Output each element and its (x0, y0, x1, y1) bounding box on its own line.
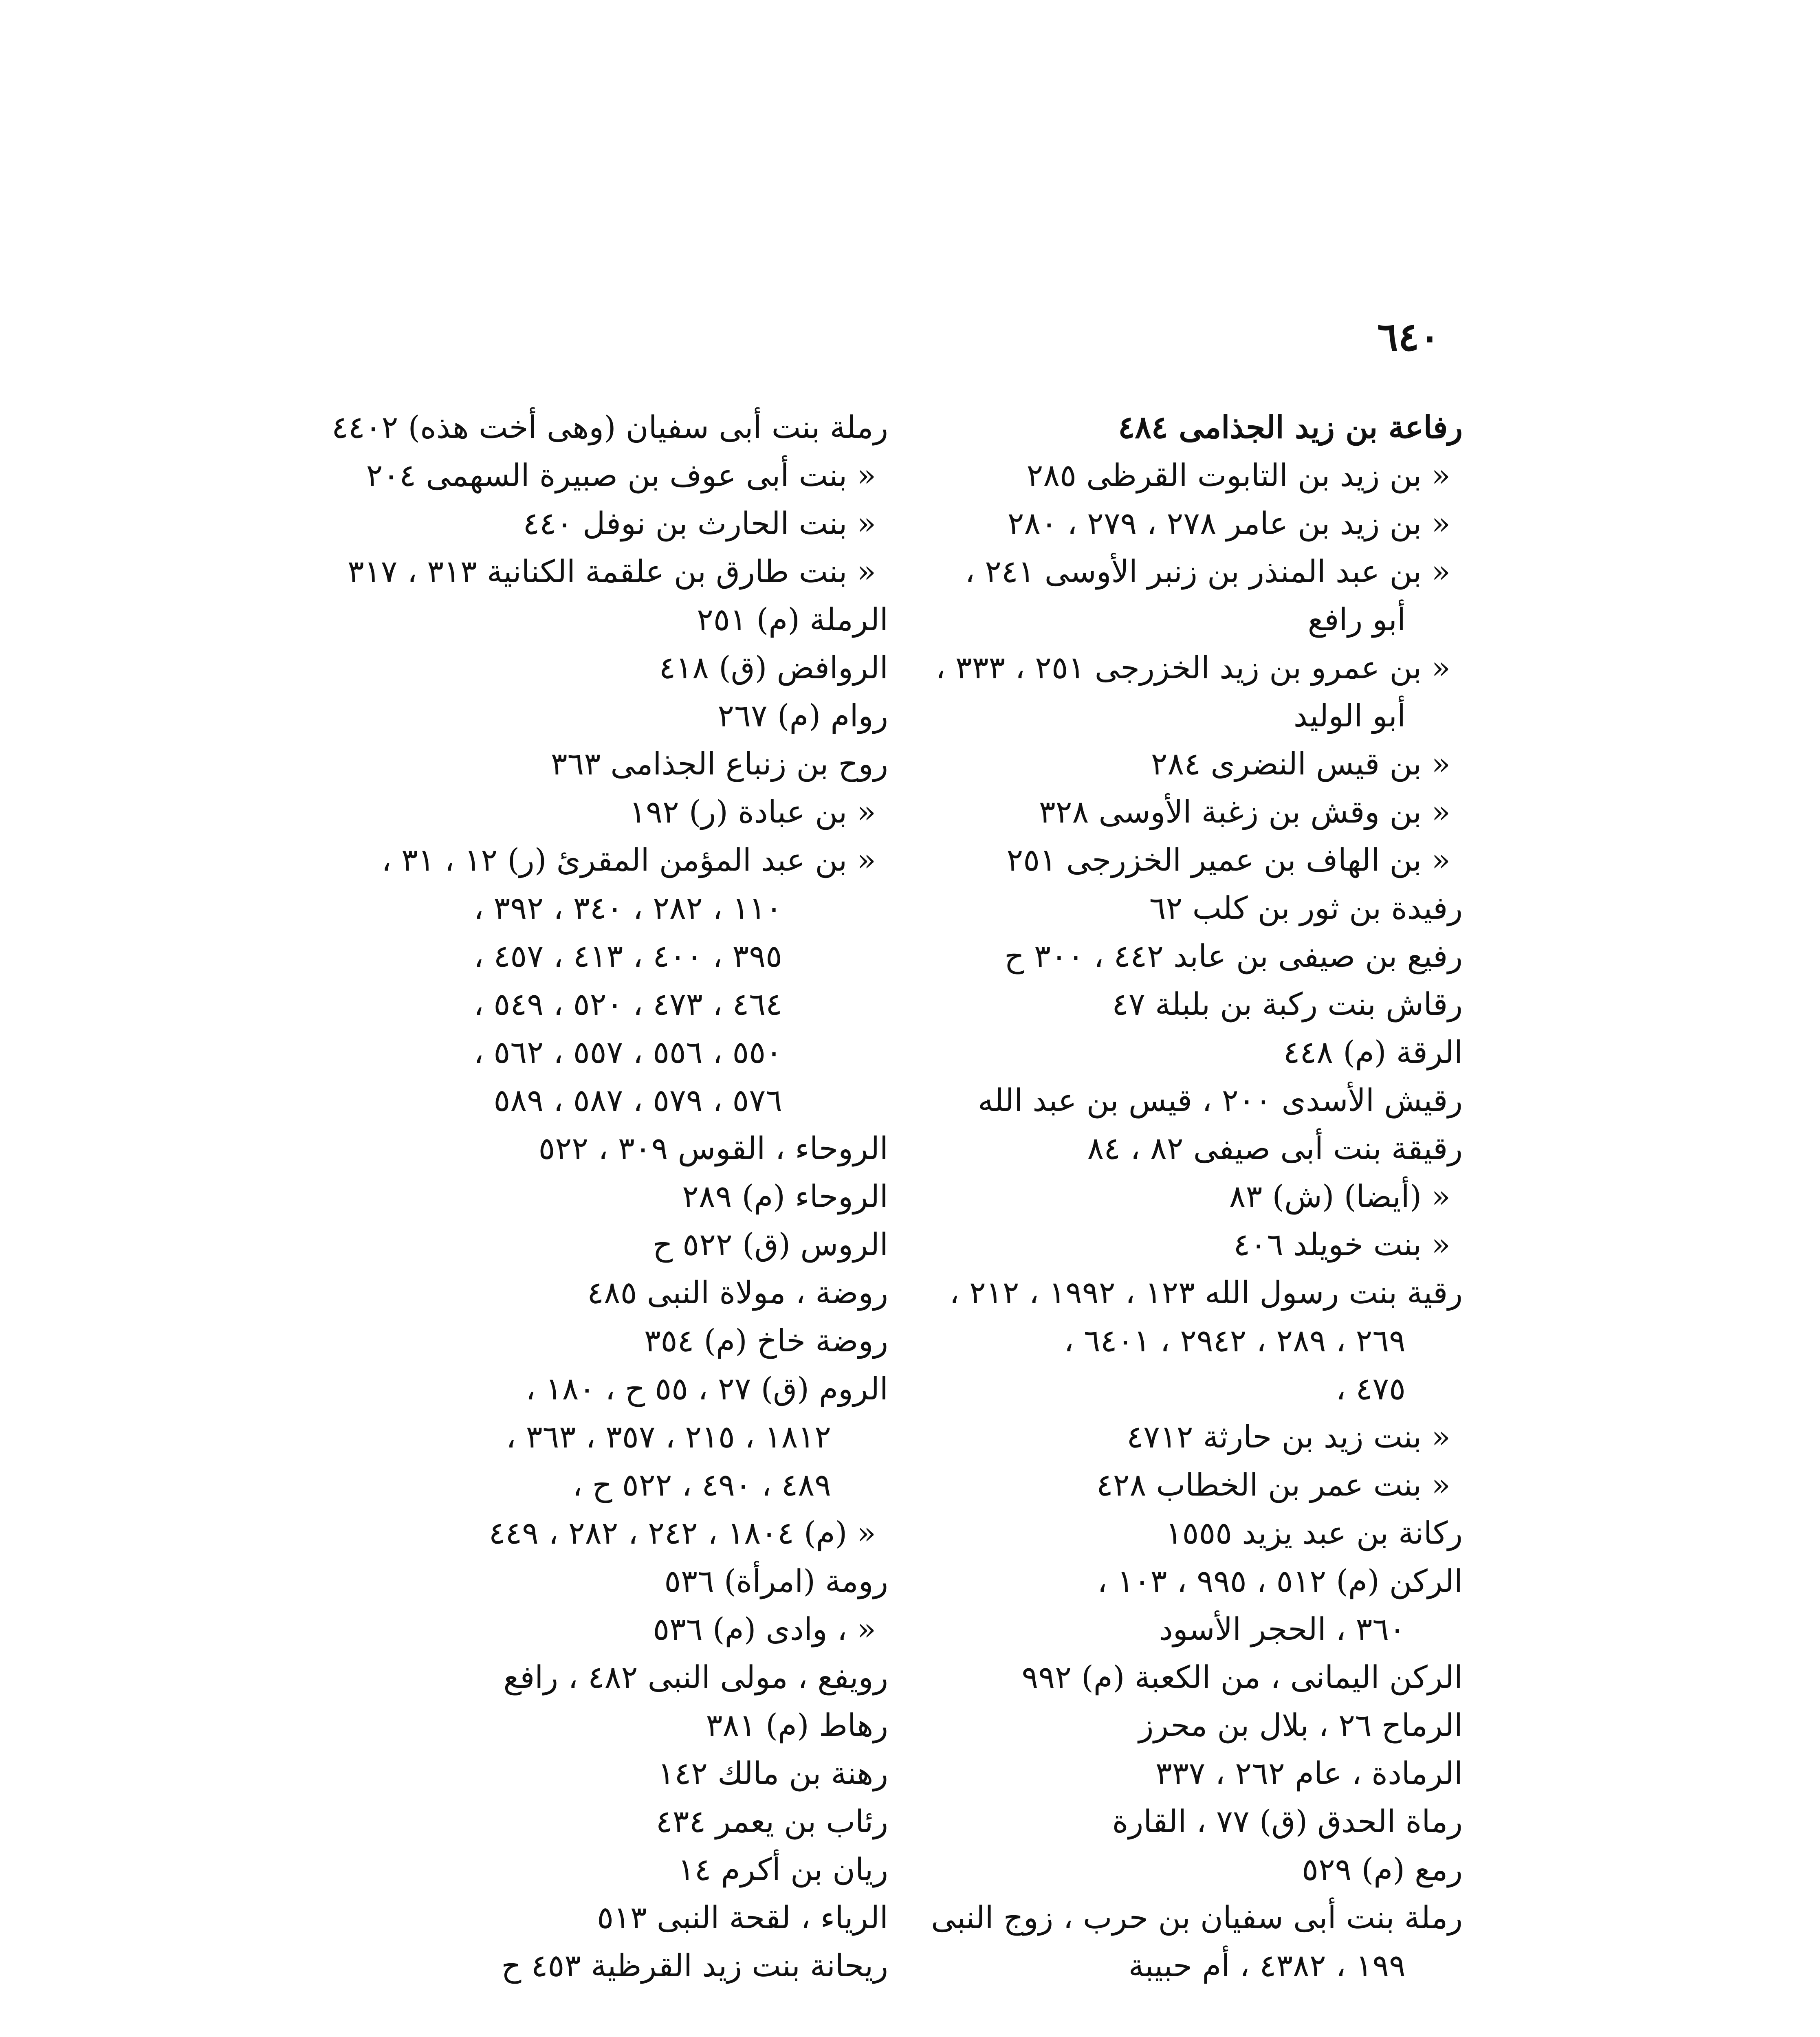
index-entry: رماة الحدق (ق) ٧٧ ، القارة (1112, 1803, 1463, 1839)
index-entry: « بن عبادة (ر) ١٩٢ (629, 794, 876, 830)
index-entry: رهاط (م) ٣٨١ (706, 1707, 888, 1743)
index-entry: الرماح ٢٦ ، بلال بن محرز (1138, 1707, 1463, 1743)
index-entry: ١١٠ ، ٢٨٢ ، ٣٤٠ ، ٣٩٢ ، (473, 890, 782, 926)
index-entry: أبو الوليد (1293, 697, 1406, 734)
index-entry: « بن عمرو بن زيد الخزرجى ٢٥١ ، ٣٣٣ ، (935, 649, 1450, 686)
index-entry: روضة خاخ (م) ٣٥٤ (644, 1322, 888, 1359)
index-entry: ٥٧٦ ، ٥٧٩ ، ٥٨٧ ، ٥٨٩ (493, 1082, 782, 1118)
index-entry: « بن عبد المؤمن المقرئ (ر) ١٢ ، ٣١ ، (381, 842, 876, 878)
index-entry: الرملة (م) ٢٥١ (697, 601, 888, 638)
index-entry: رملة بنت أبى سفيان (وهى أخت هذه) ٤٤٠٢ (332, 409, 888, 445)
index-entry: « بن وقش بن زغبة الأوسى ٣٢٨ (1039, 794, 1450, 830)
index-entry: « ، وادى (م) ٥٣٦ (653, 1611, 876, 1647)
index-entry: روح بن زنباع الجذامى ٣٦٣ (550, 746, 888, 782)
page-number: ٦٤٠ (1377, 314, 1440, 360)
index-entry: ٢٦٩ ، ٢٨٩ ، ٢٩٤٢ ، ٦٤٠١ ، (1064, 1322, 1406, 1359)
index-entry: ٤٧٥ ، (1336, 1370, 1406, 1407)
index-entry: « بن الهاف بن عمير الخزرجى ٢٥١ (1006, 842, 1450, 878)
index-entry: « بن قيس النضرى ٢٨٤ (1151, 746, 1450, 782)
index-entry: « بن عبد المنذر بن زنبر الأوسى ٢٤١ ، (965, 553, 1450, 590)
index-entry: روضة ، مولاة النبى ٤٨٥ (587, 1274, 888, 1311)
index-entry: « (أيضا) (ش) ٨٣ (1229, 1178, 1450, 1214)
index-entry: رومة (امرأة) ٥٣٦ (664, 1563, 888, 1599)
index-entry: رقيش الأسدى ٢٠٠ ، قيس بن عبد الله (977, 1082, 1463, 1118)
index-entry: رويفع ، مولى النبى ٤٨٢ ، رافع (503, 1659, 888, 1695)
index-entry: ريان بن أكرم ١٤ (678, 1851, 888, 1887)
index-entry: « بنت خويلد ٤٠٦ (1233, 1226, 1450, 1263)
index-entry: رقاش بنت ركبة بن بلبلة ٤٧ (1112, 986, 1463, 1022)
index-entry: « بنت طارق بن علقمة الكنانية ٣١٣ ، ٣١٧ (347, 553, 876, 590)
index-entry: ريحانة بنت زيد القرظية ٤٥٣ ح (501, 1947, 888, 1984)
index-entry: الروس (ق) ٥٢٢ ح (653, 1226, 888, 1263)
index-entry: ٣٩٥ ، ٤٠٠ ، ٤١٣ ، ٤٥٧ ، (473, 938, 782, 974)
index-entry: ٣٦٠ ، الحجر الأسود (1159, 1611, 1406, 1647)
index-entry: ٤٨٩ ، ٤٩٠ ، ٥٢٢ ح ، (572, 1467, 831, 1503)
index-entry: الروحاء ، القوس ٣٠٩ ، ٥٢٢ (538, 1130, 888, 1166)
index-entry: « بنت زيد بن حارثة ٤٧١٢ (1127, 1419, 1450, 1455)
index-entry: « بنت الحارث بن نوفل ٤٤٠ (523, 505, 876, 541)
index-entry: الرمادة ، عام ٢٦٢ ، ٣٣٧ (1155, 1755, 1463, 1791)
index-entry: روام (م) ٢٦٧ (717, 697, 888, 734)
index-entry: رفاعة بن زيد الجذامى ٤٨٤ (1118, 409, 1463, 445)
index-entry: « بن زيد بن عامر ٢٧٨ ، ٢٧٩ ، ٢٨٠ (1007, 505, 1450, 541)
index-entry: رقية بنت رسول الله ١٢٣ ، ١٩٩٢ ، ٢١٢ ، (949, 1274, 1463, 1311)
index-entry: ركانة بن عبد يزيد ١٥٥٥ (1165, 1515, 1463, 1551)
index-entry: ٥٥٠ ، ٥٥٦ ، ٥٥٧ ، ٥٦٢ ، (473, 1034, 782, 1070)
index-entry: « بنت عمر بن الخطاب ٤٢٨ (1096, 1467, 1450, 1503)
left-column (332, 403, 888, 1990)
index-entry: الرياء ، لقحة النبى ٥١٣ (597, 1899, 888, 1936)
index-entry: ١٨١٢ ، ٢١٥ ، ٣٥٧ ، ٣٦٣ ، (506, 1419, 831, 1455)
index-entry: رئاب بن يعمر ٤٣٤ (656, 1803, 888, 1839)
index-entry: أبو رافع (1307, 601, 1406, 638)
index-entry: الروحاء (م) ٢٨٩ (682, 1178, 888, 1214)
index-entry: الروم (ق) ٢٧ ، ٥٥ ح ، ١٨٠ ، (526, 1370, 888, 1407)
index-entry: الرقة (م) ٤٤٨ (1283, 1034, 1463, 1070)
index-entry: الركن اليمانى ، من الكعبة (م) ٩٩٢ (1021, 1659, 1463, 1695)
index-entry: ١٩٩ ، ٤٣٨٢ ، أم حبيبة (1128, 1947, 1406, 1984)
index-entry: الروافض (ق) ٤١٨ (659, 649, 888, 686)
right-column (931, 403, 1463, 1990)
index-entry: « (م) ١٨٠٤ ، ٢٤٢ ، ٢٨٢ ، ٤٤٩ (489, 1515, 876, 1551)
index-entry: « بنت أبى عوف بن صبيرة السهمى ٢٠٤ (366, 457, 876, 493)
index-entry: الركن (م) ٥١٢ ، ٩٩٥ ، ١٠٣ ، (1097, 1563, 1463, 1599)
index-entry: رفيع بن صيفى بن عابد ٤٤٢ ، ٣٠٠ ح (1004, 938, 1463, 974)
index-entry: رملة بنت أبى سفيان بن حرب ، زوج النبى (931, 1899, 1463, 1936)
index-entry: ٤٦٤ ، ٤٧٣ ، ٥٢٠ ، ٥٤٩ ، (473, 986, 782, 1022)
index-entry: رفيدة بن ثور بن كلب ٦٢ (1149, 890, 1463, 926)
index-entry: رقيقة بنت أبى صيفى ٨٢ ، ٨٤ (1087, 1130, 1463, 1166)
index-entry: رهنة بن مالك ١٤٢ (658, 1755, 888, 1791)
index-entry: رمع (م) ٥٢٩ (1302, 1851, 1463, 1887)
index-entry: « بن زيد بن التابوت القرظى ٢٨٥ (1026, 457, 1450, 493)
